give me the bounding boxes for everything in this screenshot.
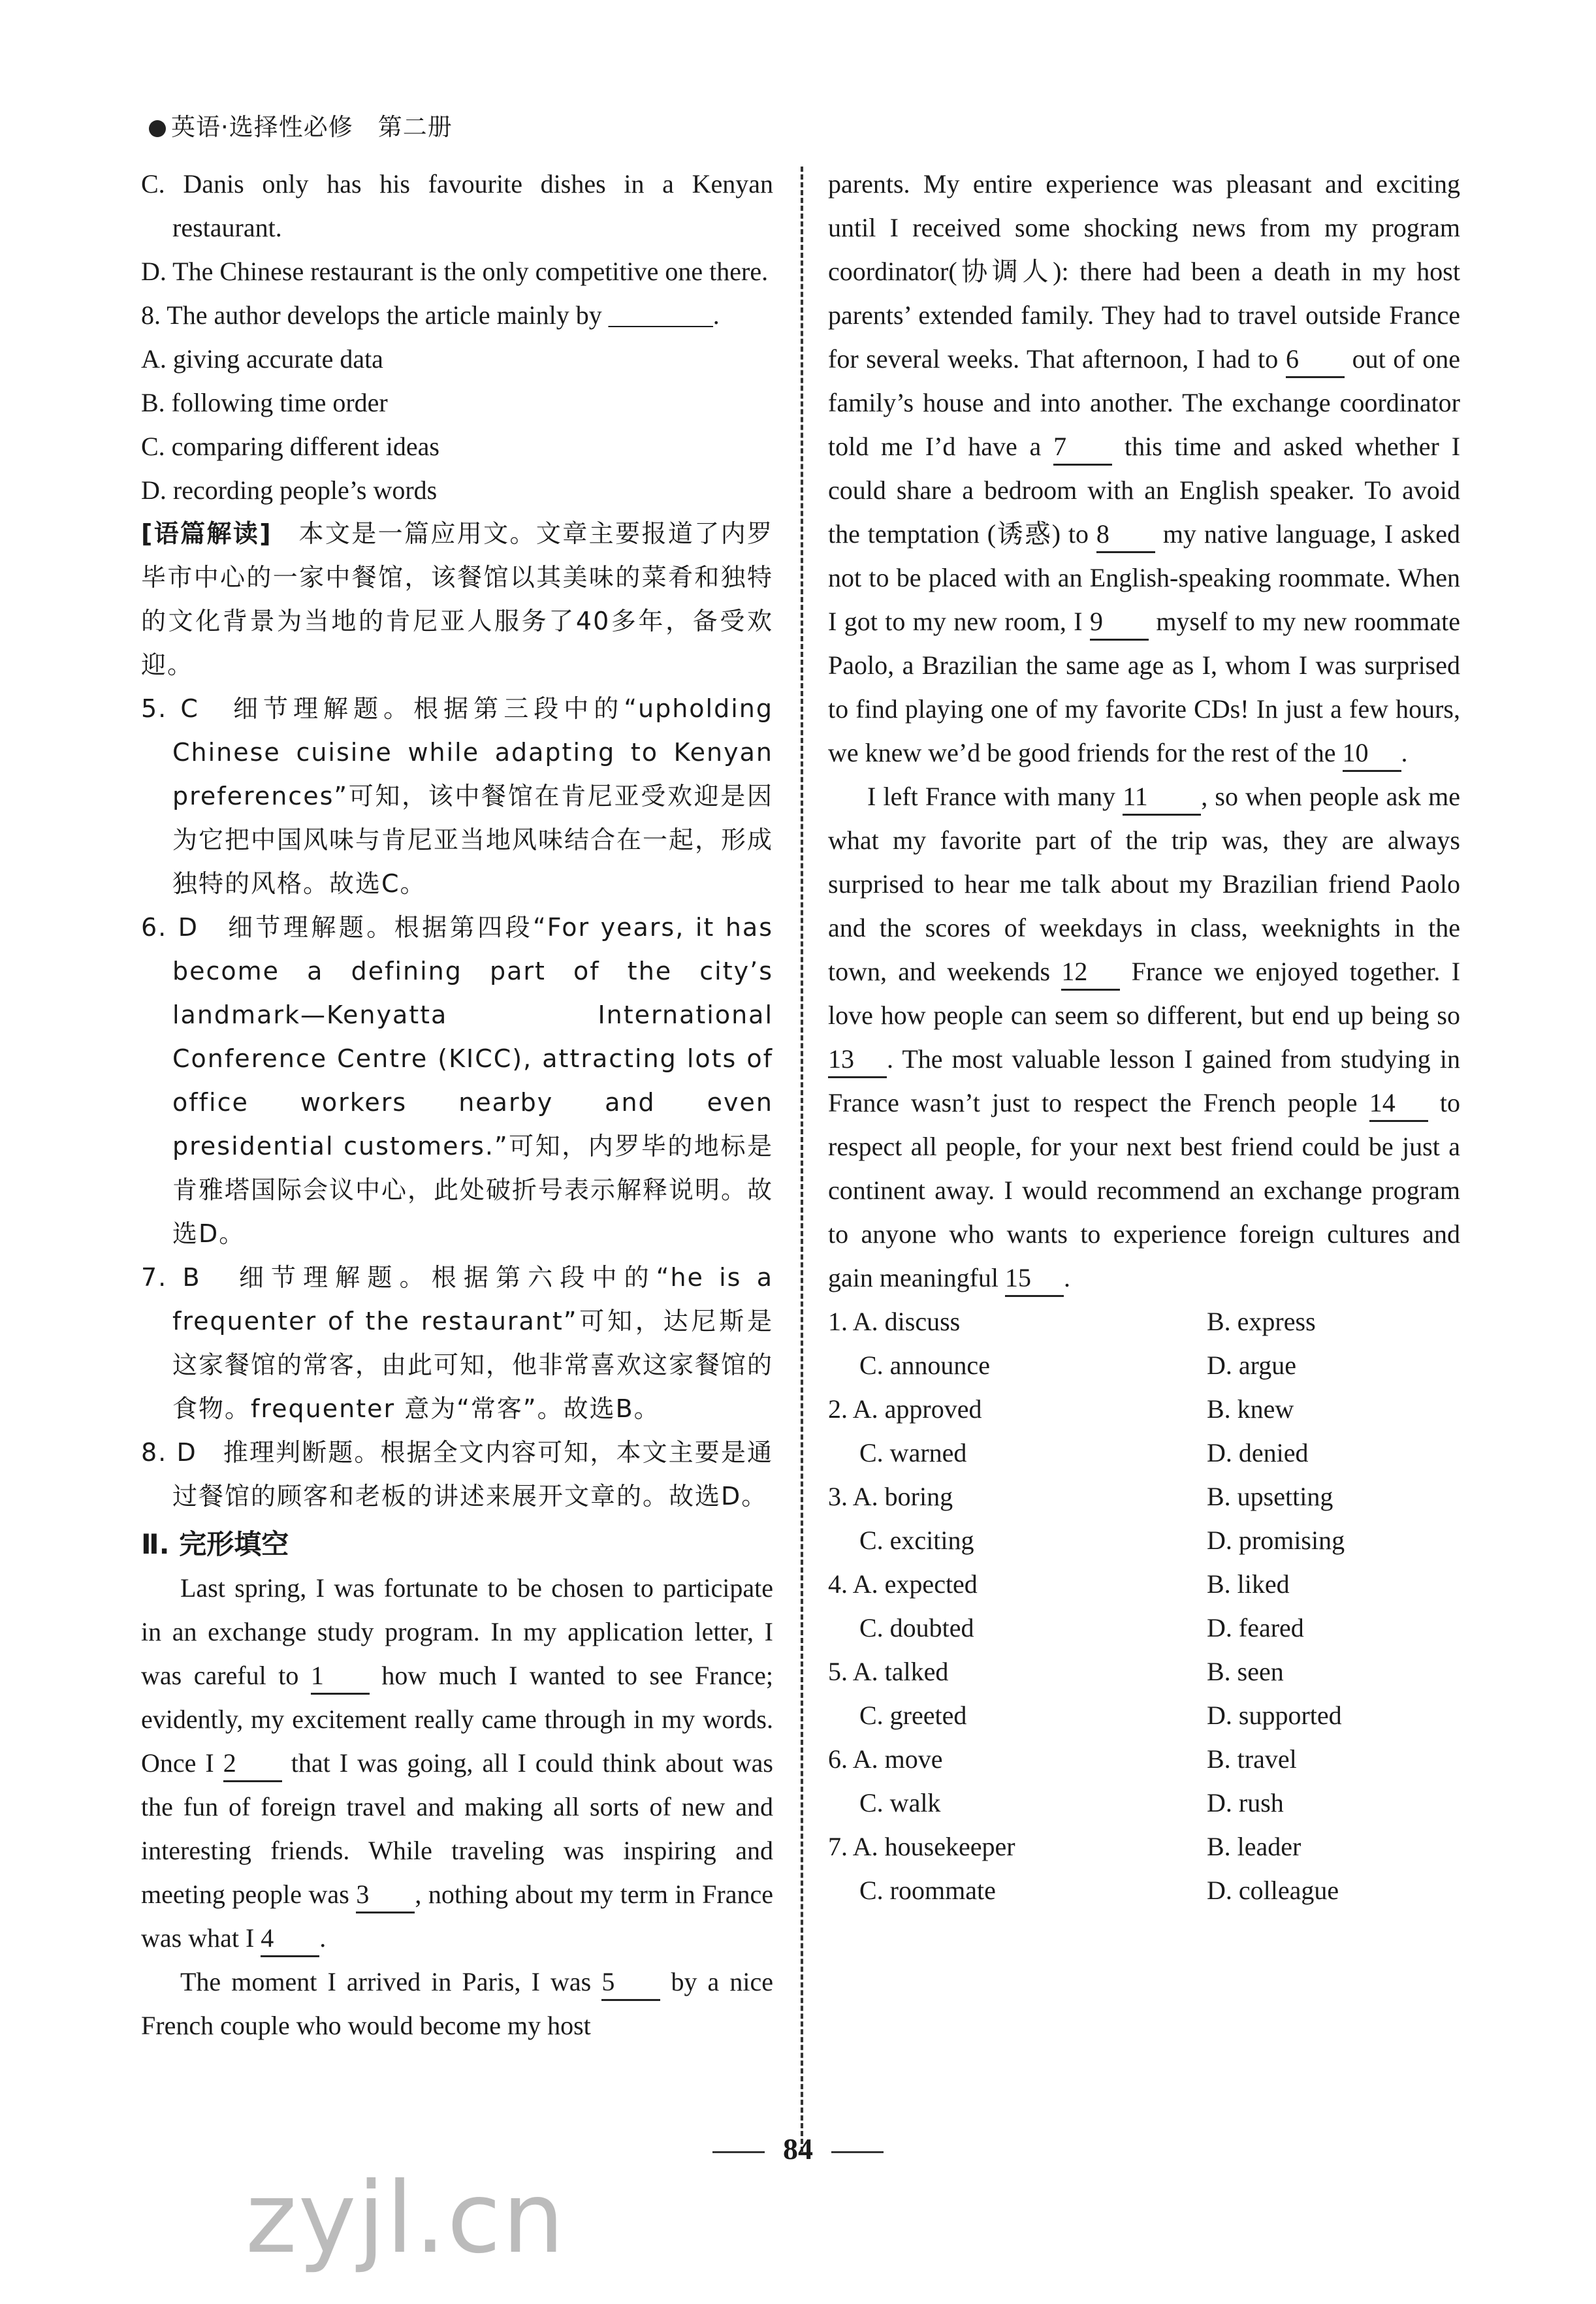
- blank-15: 15: [1005, 1261, 1064, 1297]
- choice-2a: 2. A. approved: [828, 1394, 982, 1424]
- bullet-icon: [149, 120, 166, 137]
- analysis-tag: [语篇解读]: [141, 519, 272, 548]
- choice-3b: B. upsetting: [1207, 1482, 1333, 1511]
- choice-2c: C. warned: [859, 1438, 967, 1467]
- answer-7: 7. B 细节理解题。根据第六段中的“he is a frequenter of the restaurant”可知，达尼斯是这家餐馆的常客，由此可知，他非常喜欢这家餐馆的食物。frequenter 意为“常客”。故选B。: [141, 1263, 774, 1423]
- blank-12: 12: [1061, 955, 1120, 991]
- choice-3d: D. promising: [1207, 1526, 1345, 1555]
- choice-7c: C. roommate: [859, 1876, 996, 1905]
- choice-4b: B. liked: [1207, 1569, 1290, 1599]
- answer-6: 6. D 细节理解题。根据第四段“For years, it has become a defining part of the city’s landmark—Kenyatta International Conference Centre (KICC), attracting lots of office workers nearby and even presidential customers.”可知，内罗毕的地标是肯雅塔国际会议中心，此处破折号表示解释说明。故选D。: [141, 913, 774, 1248]
- choice-5a: 5. A. talked: [828, 1657, 949, 1686]
- section-title: Ⅱ. 完形填空: [141, 1528, 289, 1560]
- cloze-paragraph-3: I left France with many 11 , so when people ask me what my favorite part of the trip was, they are always surprised to hear me talk about my Brazilian friend Paolo and the scores of weekdays in class, weeknights in the town, and weekends 12 France we enjoyed together. I love how people can seem so different, but end up being so 13 . The most valuable lesson I gained from studying in France wasn’t just to respect the French people 14 to respect all people, for your next best friend could be just a continent away. I would recommend an exchange program to anyone who wants to experience foreign cultures and gain meaningful 15 .: [828, 775, 1460, 1300]
- choice-2b: B. knew: [1207, 1394, 1294, 1424]
- blank-11: 11: [1123, 780, 1201, 816]
- choice-5d: D. supported: [1207, 1701, 1342, 1730]
- choice-1c: C. announce: [859, 1351, 990, 1380]
- q8-stem: 8. The author develops the article mainly by ________.: [141, 300, 720, 330]
- blank-10: 10: [1343, 736, 1401, 772]
- choice-3c: C. exciting: [859, 1526, 974, 1555]
- answer-8: 8. D 推理判断题。根据全文内容可知，本文主要是通过餐馆的顾客和老板的讲述来展开文章的。故选D。: [141, 1438, 773, 1511]
- blank-2: 2: [223, 1746, 282, 1782]
- watermark: zyjl.cn: [246, 2162, 566, 2275]
- choice-3a: 3. A. boring: [828, 1482, 953, 1511]
- choice-2d: D. denied: [1207, 1438, 1309, 1467]
- choice-1a: 1. A. discuss: [828, 1307, 961, 1336]
- choices-grid: [828, 1300, 1460, 1912]
- blank-5: 5: [601, 1965, 660, 2001]
- q7-option-d: D. The Chinese restaurant is the only competitive one there.: [141, 257, 769, 286]
- choice-7a: 7. A. housekeeper: [828, 1832, 1015, 1861]
- q7-option-c: C. Danis only has his favourite dishes in a Kenyan restaurant.: [141, 169, 773, 242]
- blank-3: 3: [356, 1878, 415, 1913]
- choice-7d: D. colleague: [1207, 1876, 1339, 1905]
- choice-7b: B. leader: [1207, 1832, 1301, 1861]
- q8-option-c: C. comparing different ideas: [141, 432, 439, 461]
- choice-6b: B. travel: [1207, 1744, 1297, 1774]
- column-divider: [801, 167, 803, 2152]
- blank-9: 9: [1090, 605, 1149, 641]
- choice-1b: B. express: [1207, 1307, 1316, 1336]
- choice-6c: C. walk: [859, 1788, 941, 1817]
- page-number-dash-left: [712, 2151, 765, 2153]
- page-number-dash-right: [831, 2151, 884, 2153]
- choice-6a: 6. A. move: [828, 1744, 943, 1774]
- header-text: 英语·选择性必修 第二册: [171, 113, 453, 141]
- choice-5b: B. seen: [1207, 1657, 1284, 1686]
- right-column: [828, 162, 1460, 1912]
- q8-option-a: A. giving accurate data: [141, 344, 383, 374]
- answer-5: 5. C 细节理解题。根据第三段中的“upholding Chinese cuisine while adapting to Kenyan preferences”可知，该中餐馆在肯尼亚受欢迎是因为它把中国风味与肯尼亚当地风味结合在一起，形成独特的风格。故选C。: [141, 694, 774, 898]
- choice-5c: C. greeted: [859, 1701, 967, 1730]
- page-number: [0, 2132, 1596, 2166]
- cloze-paragraph-1: Last spring, I was fortunate to be chosen to participate in an exchange study program. In my application letter, I was careful to 1 how much I wanted to see France; evidently, my excitement really came through in my words. Once I 2 that I was going, all I could think about was the fun of foreign travel and making all sorts of new and interesting friends. While traveling was inspiring and meeting people was 3 , nothing about my term in France was what I 4 .: [141, 1566, 773, 1960]
- q8-option-d: D. recording people’s words: [141, 475, 438, 505]
- blank-1: 1: [311, 1659, 370, 1695]
- blank-6: 6: [1286, 342, 1345, 378]
- analysis-text: 本文是一篇应用文。文章主要报道了内罗毕市中心的一家中餐馆，该餐馆以其美味的菜肴和独特的文化背景为当地的肯尼亚人服务了40多年，备受欢迎。: [141, 519, 773, 679]
- choice-4c: C. doubted: [859, 1613, 974, 1642]
- choice-4a: 4. A. expected: [828, 1569, 978, 1599]
- blank-4: 4: [261, 1921, 319, 1957]
- blank-7: 7: [1053, 430, 1112, 466]
- choice-6d: D. rush: [1207, 1788, 1284, 1817]
- choice-4d: D. feared: [1207, 1613, 1304, 1642]
- blank-14: 14: [1369, 1086, 1428, 1122]
- page-number-text: 84: [783, 2132, 813, 2166]
- q8-option-b: B. following time order: [141, 388, 388, 417]
- choice-1d: D. argue: [1207, 1351, 1296, 1380]
- blank-8: 8: [1096, 517, 1155, 553]
- cloze-paragraph-2-start: The moment I arrived in Paris, I was 5 by a nice French couple who would become my host: [141, 1960, 773, 2047]
- blank-13: 13: [828, 1042, 887, 1078]
- cloze-paragraph-2-cont: parents. My entire experience was pleasant and exciting until I received some shocking news from my program coordinator(协调人): there had been a death in my host parents’ extended family. They had to travel outside France for several weeks. That afternoon, I had to 6 out of one family’s house and into another. The exchange coordinator told me I’d have a 7 this time and asked whether I could share a bedroom with an English speaker. To avoid the temptation (诱惑) to 8 my native language, I asked not to be placed with an English-speaking roommate. When I got to my new room, I 9 myself to my new roommate Paolo, a Brazilian the same age as I, whom I was surprised to find playing one of my favorite CDs! In just a few hours, we knew we’d be good friends for the rest of the 10 .: [828, 162, 1460, 775]
- left-column: [141, 162, 773, 2047]
- page-header: [149, 107, 453, 142]
- analysis-paragraph: [141, 512, 773, 687]
